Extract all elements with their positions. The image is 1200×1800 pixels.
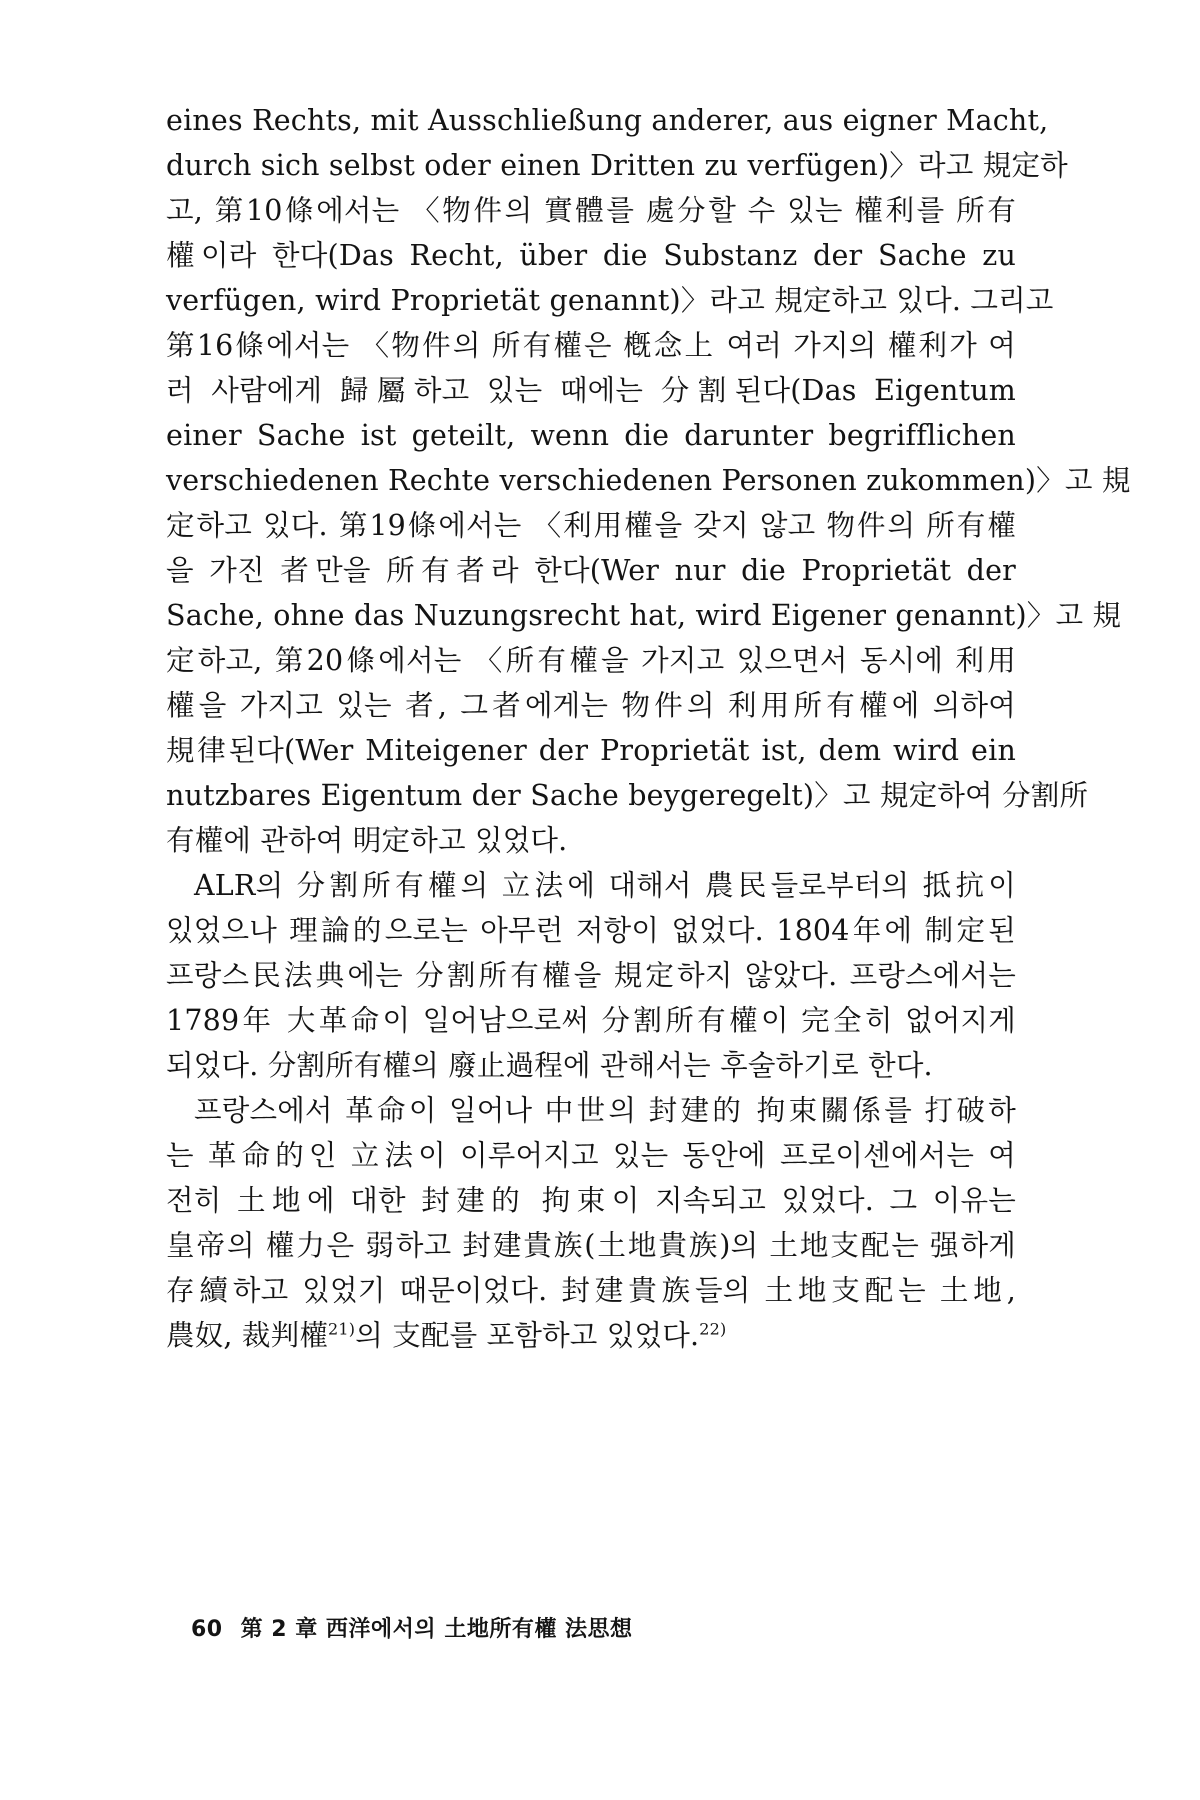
text-fragment: 農奴, 裁判權: [166, 1319, 329, 1352]
paragraph-end-line: 되었다. 分割所有權의 廢止過程에 관해서는 후술하기로 한다.: [166, 1049, 933, 1082]
text-line: durch sich selbst oder einen Dritten zu verfügen)〉라고 規定하: [166, 149, 1068, 182]
text-line: 第16條에서는 〈物件의 所有權은 槪念上 여러 가지의 權利가 여: [166, 329, 1016, 362]
text-line: einer Sache ist geteilt, wenn die darunter begrifflichen: [166, 419, 1016, 452]
text-line: 存續하고 있었기 때문이었다. 封建貴族들의 土地支配는 土地,: [166, 1274, 1016, 1307]
text-line: 고, 第10條에서는 〈物件의 實體를 處分할 수 있는 權利를 所有: [166, 194, 1016, 227]
text-line: 을 가진 者만을 所有者라 한다(Wer nur die Proprietät der: [166, 554, 1016, 587]
text-line: 있었으나 理論的으로는 아무런 저항이 없었다. 1804年에 制定된: [166, 914, 1016, 947]
text-line: nutzbares Eigentum der Sache beygeregelt)〉고 規定하여 分割所: [166, 779, 1089, 812]
text-line: 定하고, 第20條에서는 〈所有權을 가지고 있으면서 동시에 利用: [166, 644, 1016, 677]
text-line: eines Rechts, mit Ausschließung anderer, aus eigner Macht,: [166, 104, 1049, 137]
page-number: 60: [191, 1617, 223, 1642]
text-line: 전히 土地에 대한 封建的 拘束이 지속되고 있었다. 그 이유는: [166, 1184, 1016, 1217]
text-line: 는 革命的인 立法이 이루어지고 있는 동안에 프로이센에서는 여: [166, 1139, 1016, 1172]
text-line: 1789年 大革命이 일어남으로써 分割所有權이 完全히 없어지게: [166, 1004, 1016, 1037]
text-line: verschiedenen Rechte verschiedenen Personen zukommen)〉고 規: [166, 464, 1131, 497]
text-fragment: 의 支配를 포함하고 있었다.: [355, 1319, 700, 1352]
text-line: 權이라 한다(Das Recht, über die Substanz der Sache zu: [166, 239, 1016, 272]
text-line: Sache, ohne das Nuzungsrecht hat, wird Eigener genannt)〉고 規: [166, 599, 1122, 632]
paragraph-end-line: 有權에 관하여 明定하고 있었다.: [166, 824, 568, 857]
text-line: verfügen, wird Proprietät genannt)〉라고 規定하고 있다. 그리고: [166, 284, 1054, 317]
text-line: 皇帝의 權力은 弱하고 封建貴族(土地貴族)의 土地支配는 强하게: [166, 1229, 1016, 1262]
running-head: 第 2 章 西洋에서의 土地所有權 法思想: [240, 1617, 633, 1642]
paragraph-first-line: ALR의 分割所有權의 立法에 대해서 農民들로부터의 抵抗이: [194, 869, 1016, 902]
text-line: 프랑스民法典에는 分割所有權을 規定하지 않았다. 프랑스에서는: [166, 959, 1016, 992]
footnote-ref-21[interactable]: 21): [328, 1319, 356, 1339]
footnote-ref-22[interactable]: 22): [699, 1319, 727, 1339]
page-footer: [191, 1612, 633, 1643]
paragraph-end-line: [166, 1315, 726, 1357]
text-line: 權을 가지고 있는 者, 그者에게는 物件의 利用所有權에 의하여: [166, 689, 1016, 722]
text-line: 規律된다(Wer Miteigener der Proprietät ist, dem wird ein: [166, 734, 1016, 767]
paragraph-first-line: 프랑스에서 革命이 일어나 中世의 封建的 拘束關係를 打破하: [194, 1094, 1016, 1127]
text-line: 러 사람에게 歸屬하고 있는 때에는 分割된다(Das Eigentum: [166, 374, 1016, 407]
text-line: 定하고 있다. 第19條에서는 〈利用權을 갖지 않고 物件의 所有權: [166, 509, 1016, 542]
